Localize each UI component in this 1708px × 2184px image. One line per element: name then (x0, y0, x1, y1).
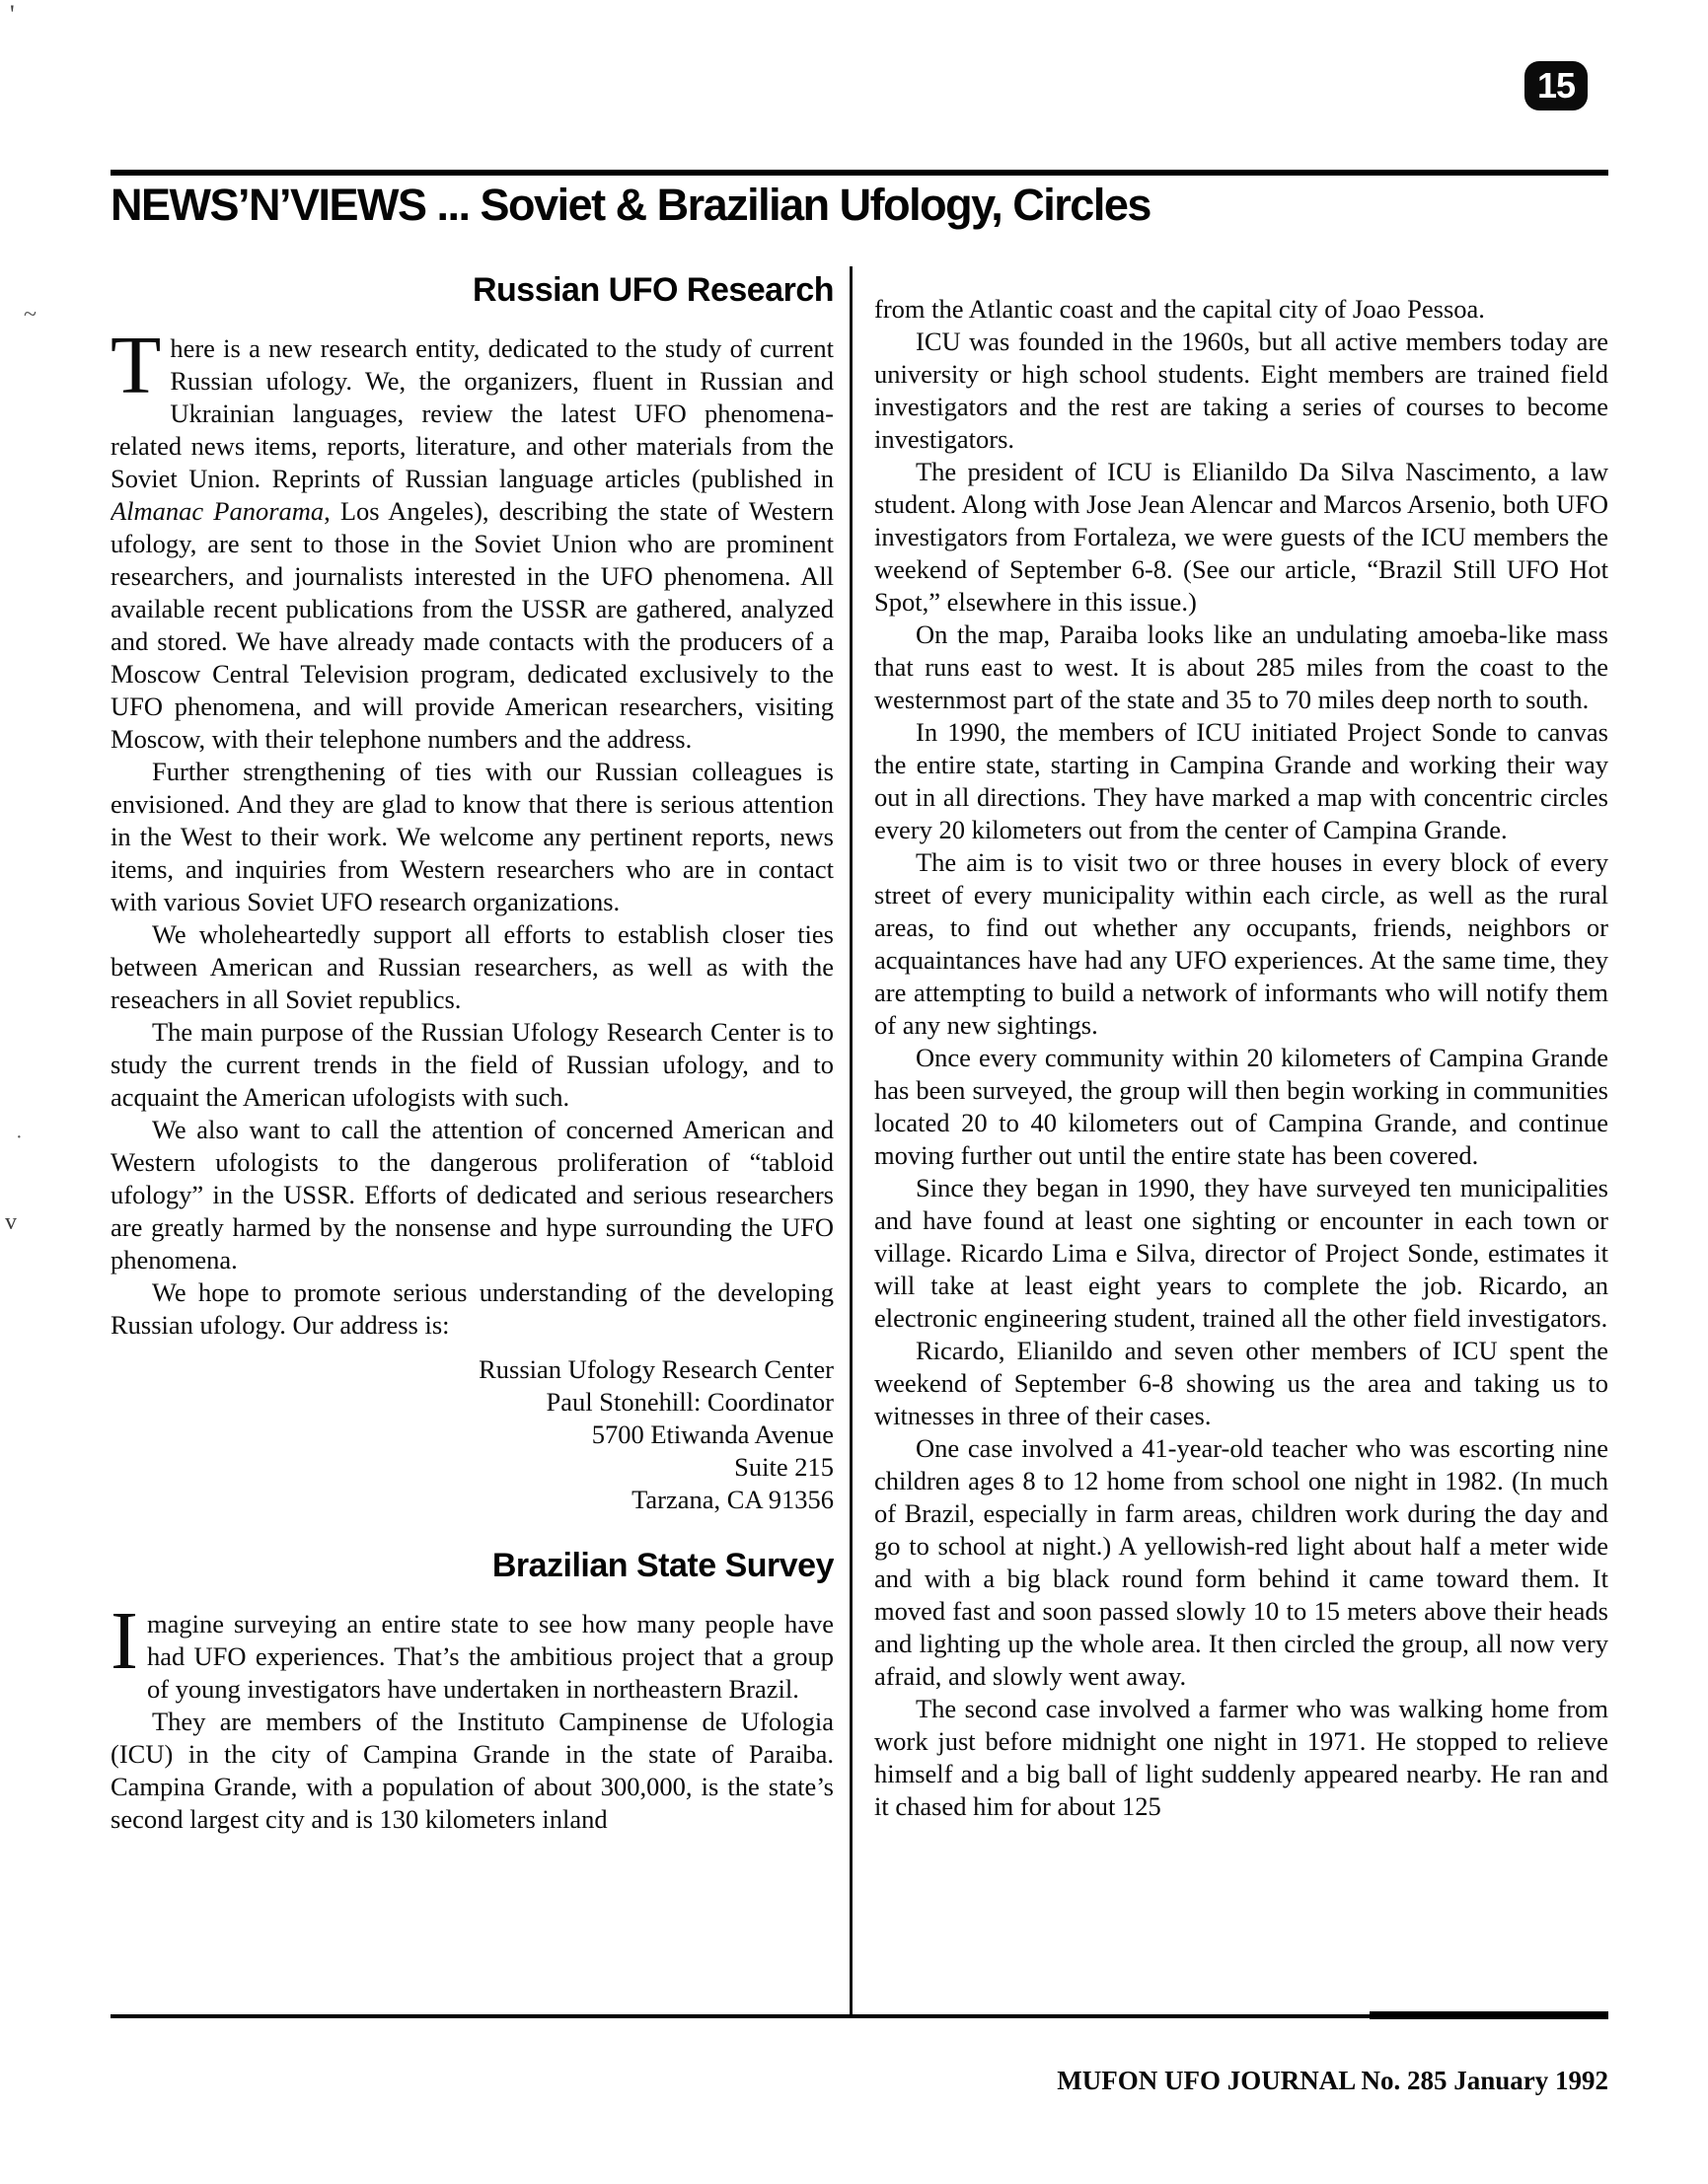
paragraph (874, 1335, 1608, 1432)
paragraph (111, 1276, 834, 1342)
paragraph (874, 1432, 1608, 1693)
paragraph (111, 756, 834, 918)
paragraph (874, 846, 1608, 1042)
scan-artifact: · (16, 1127, 23, 1148)
scan-artifact: v (5, 1209, 17, 1235)
address-line: Suite 215 (734, 1452, 834, 1482)
paragraph-text: We also want to call the attention of concerned American and Western ufologists to the dangerous proliferation of “tabloid ufology” in the USSR. Efforts of dedicated and serious researchers are greatly harmed by the nonsense and hype surrounding the UFO phenomena. (111, 1115, 834, 1274)
paragraph-text: The main purpose of the Russian Ufology Research Center is to study the current trends in the field of Russian ufology, and to acquaint the American ufologists with such. (111, 1017, 834, 1112)
address-line: Russian Ufology Research Center (479, 1354, 834, 1384)
paragraph-text: We wholeheartedly support all efforts to establish closer ties between American and Russian researchers, as well as with the reseachers in all Soviet republics. (111, 919, 834, 1014)
paragraph-text: ICU was founded in the 1960s, but all active members today are university or high school students. Eight members are trained field investigators and the rest are taking a series of courses to become investigators. (874, 327, 1608, 454)
paragraph-text: One case involved a 41-year-old teacher who was escorting nine children ages 8 to 12 home from school one night in 1982. (In much of Brazil, especially in farm areas, children work during the day and go to school at night.) A yellowish-red light about half a meter wide and with a big black round form behind it came toward them. It moved fast and soon passed slowly 10 to 15 meters above their heads and lighting up the whole area. It then circled the group, all now very afraid, and slowly went away. (874, 1433, 1608, 1691)
paragraph-text: They are members of the Instituto Campinense de Ufologia (ICU) in the city of Campina Grande in the state of Paraiba. Campina Grande, with a population of about 300,000, is the state’s second largest city and is 130 kilometers inland (111, 1707, 834, 1834)
paragraph-text: Since they began in 1990, they have surveyed ten municipalities and have found at least one sighting or encounter in each town or village. Ricardo Lima e Silva, director of Project Sonde, estimates it will take at least eight years to complete the job. Ricardo, an electronic engineering student, trained all the other field investigators. (874, 1173, 1608, 1333)
paragraph (874, 1042, 1608, 1172)
paragraph (111, 1595, 834, 1706)
page-number-badge (1524, 61, 1588, 110)
paragraph (111, 1016, 834, 1114)
paragraph-text: We hope to promote serious understanding of the developing Russian ufology. Our address is: (111, 1277, 834, 1340)
paragraph (111, 918, 834, 1016)
section-heading: Russian UFO Research (472, 271, 834, 309)
paragraph-text: Ricardo, Elianildo and seven other members of ICU spent the weekend of September 6-8 showing us the area and taking us to witnesses in three of their cases. (874, 1336, 1608, 1430)
footer-rule-thick-segment (1370, 2011, 1608, 2019)
paragraph-text: The aim is to visit two or three houses in every block of every street of every municipality within each circle, as well as the rural areas, to find out whether any occupants, friends, neighbors or acquaintances have had any UFO experiences. At the same time, they are attempting to build a network of informants who will notify them of any new sightings. (874, 847, 1608, 1040)
paragraph-text: The second case involved a farmer who was walking home from work just before midnight one night in 1971. He stopped to relieve himself and a big ball of light suddenly appeared nearby. He ran and it chased him for about 125 (874, 1694, 1608, 1821)
scan-artifact: ~ (24, 302, 37, 328)
right-column (874, 268, 1608, 2018)
drop-cap: T (111, 320, 162, 411)
address-line: 5700 Etiwanda Avenue (591, 1420, 834, 1449)
paragraph-text: In 1990, the members of ICU initiated Project Sonde to canvas the entire state, starting in Campina Grande and working their way out in all directions. They have marked a map with concentric circles every 20 kilometers out from the center of Campina Grande. (874, 717, 1608, 844)
address-line: Tarzana, CA 91356 (631, 1485, 834, 1514)
column-divider-rule (850, 266, 853, 2016)
address-line: Paul Stonehill: Coordinator (546, 1387, 834, 1417)
paragraph-text: magine surveying an entire state to see how many people have had UFO experiences. That’s the ambitious project that a group of young investigators have undertaken in northeastern Brazil. (146, 1609, 834, 1704)
paragraph-text: The president of ICU is Elianildo Da Silva Nascimento, a law student. Along with Jose Jean Alencar and Marcos Arsenio, both UFO investigators from Fortaleza, we were guests of the ICU members the weekend of September 6-8. (See our article, “Brazil Still UFO Hot Spot,” elsewhere in this issue.) (874, 457, 1608, 617)
scan-artifact: ' (10, 0, 15, 29)
page-number: 15 (1536, 65, 1576, 106)
paragraph-text: On the map, Paraiba looks like an undulating amoeba-like mass that runs east to west. It is about 285 miles from the coast to the westernmost part of the state and 35 to 70 miles deep north to south. (874, 619, 1608, 714)
paragraph (111, 320, 834, 756)
paragraph (874, 293, 1608, 326)
paragraph (874, 1693, 1608, 1823)
drop-cap: I (111, 1595, 138, 1687)
paragraph (874, 456, 1608, 619)
paragraph (874, 326, 1608, 456)
paragraph-text: Further strengthening of ties with our Russian colleagues is envisioned. And they are glad to know that there is serious attention in the West to their work. We welcome any pertinent reports, news items, and inquiries from Western researchers who are in contact with various Soviet UFO research organizations. (111, 757, 834, 916)
address-block (111, 1353, 834, 1516)
left-column (111, 268, 834, 2018)
paragraph-text: Once every community within 20 kilometers of Campina Grande has been surveyed, the group will then begin working in communities located 20 to 40 kilometers out of Campina Grande, and continue moving further out until the entire state has been covered. (874, 1043, 1608, 1170)
paragraph (874, 1172, 1608, 1335)
journal-footer: MUFON UFO JOURNAL No. 285 January 1992 (1057, 2066, 1608, 2095)
paragraph (111, 1706, 834, 1836)
header-rule (111, 170, 1608, 176)
paragraph-text: here is a new research entity, dedicated to the study of current Russian ufology. We, the organizers, fluent in Russian and Ukrainian languages, review the latest UFO phenomena-related news items, reports, literature, and other materials from the Soviet Union. Reprints of Russian language articles (published in Almanac Panorama, Los Angeles), describing the state of Western ufology, are sent to those in the Soviet Union who are prominent researchers, and journalists interested in the UFO phenomena. All available recent publications from the USSR are gathered, analyzed and stored. We have already made contacts with the producers of a Moscow Central Television program, dedicated exclusively to the UFO phenomena, and will provide American researchers, visiting Moscow, with their telephone numbers and the address. (111, 333, 834, 754)
paragraph-text: from the Atlantic coast and the capital city of Joao Pessoa. (874, 294, 1485, 324)
paragraph (874, 619, 1608, 716)
article-headline: NEWS’N’VIEWS ... Soviet & Brazilian Ufology, Circles (111, 180, 1151, 230)
section-heading: Brazilian State Survey (491, 1547, 834, 1584)
paragraph (874, 716, 1608, 846)
paragraph (111, 1114, 834, 1276)
